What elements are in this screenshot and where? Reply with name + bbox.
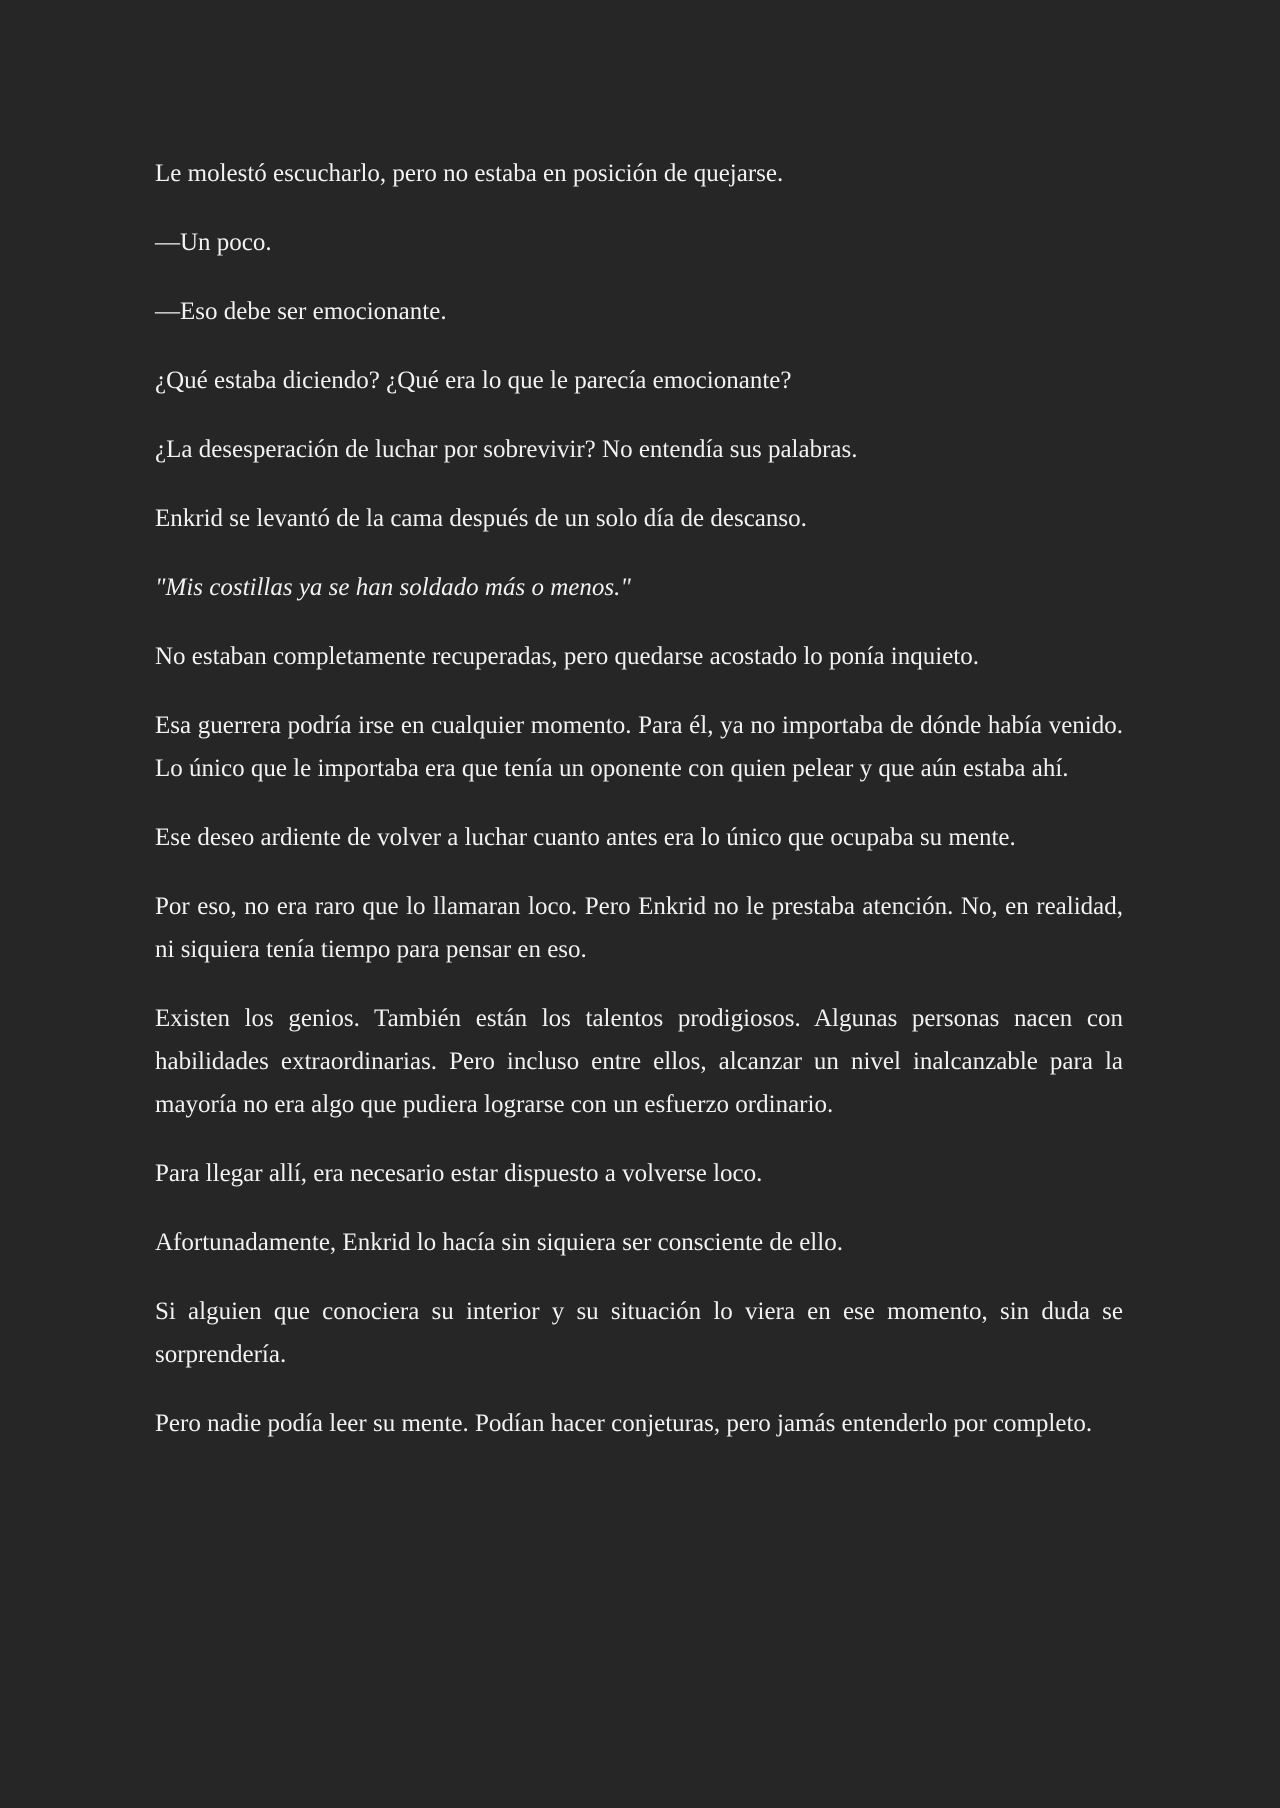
paragraph: No estaban completamente recuperadas, pero quedarse acostado lo ponía inquieto. [155, 643, 979, 670]
paragraph: Afortunadamente, Enkrid lo hacía sin siquiera ser consciente de ello. [155, 1229, 843, 1256]
paragraph: Le molestó escucharlo, pero no estaba en posición de quejarse. [155, 160, 784, 187]
paragraph: Para llegar allí, era necesario estar dispuesto a volverse loco. [155, 1160, 763, 1187]
paragraph: Esa guerrera podría irse en cualquier momento. Para él, ya no importaba de dónde había venido. Lo único que le importaba era que tenía un oponente con quien pelear y que aún estaba ahí. [155, 712, 1123, 782]
paragraph: —Eso debe ser emocionante. [155, 298, 447, 325]
paragraph: Pero nadie podía leer su mente. Podían hacer conjeturas, pero jamás entenderlo por completo. [155, 1410, 1093, 1437]
paragraph: —Un poco. [155, 229, 272, 256]
paragraph: Ese deseo ardiente de volver a luchar cuanto antes era lo único que ocupaba su mente. [155, 824, 1016, 851]
paragraph: Por eso, no era raro que lo llamaran loco. Pero Enkrid no le prestaba atención. No, en realidad, ni siquiera tenía tiempo para pensar en eso. [155, 893, 1123, 963]
paragraph: ¿Qué estaba diciendo? ¿Qué era lo que le parecía emocionante? [155, 367, 792, 394]
paragraph: Existen los genios. También están los talentos prodigiosos. Algunas personas nacen con habilidades extraordinarias. Pero incluso entre ellos, alcanzar un nivel inalcanzable para la mayoría no era algo que pudiera lograrse con un esfuerzo ordinario. [155, 1005, 1123, 1118]
paragraph: Enkrid se levantó de la cama después de un solo día de descanso. [155, 505, 807, 532]
paragraph: ¿La desesperación de luchar por sobrevivir? No entendía sus palabras. [155, 436, 858, 463]
paragraph: Si alguien que conociera su interior y su situación lo viera en ese momento, sin duda se sorprendería. [155, 1298, 1123, 1368]
italic-paragraph: "Mis costillas ya se han soldado más o menos." [155, 574, 631, 601]
